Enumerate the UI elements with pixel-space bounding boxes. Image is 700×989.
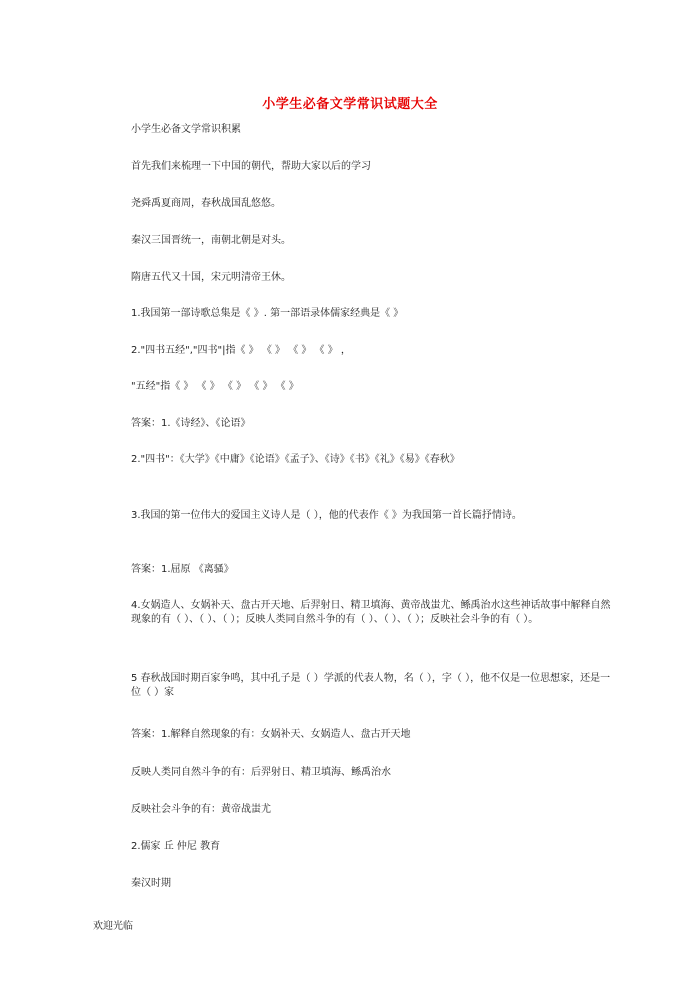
question-2b: "五经"指《 》 《 》 《 》 《 》 《 》 bbox=[131, 381, 299, 392]
question-1: 1.我国第一部诗歌总集是《 》. 第一部语录体儒家经典是《 》 bbox=[131, 308, 404, 319]
question-3: 3.我国的第一位伟大的爱国主义诗人是（ ），他的代表作《 》为我国第一首长篇抒情诗。 bbox=[131, 510, 522, 521]
intro-paragraph: 首先我们来梳理一下中国的朝代，帮助大家以后的学习 bbox=[131, 161, 371, 172]
dynasty-line-1: 尧舜禹夏商周，春秋战国乱悠悠。 bbox=[131, 198, 281, 209]
answer-block-1: 答案：1.解释自然现象的有：女娲补天、女娲造人、盘古开天地 bbox=[131, 729, 411, 740]
dynasty-line-3: 隋唐五代又十国，宋元明清帝王休。 bbox=[131, 272, 291, 283]
subtitle: 小学生必备文学常识积累 bbox=[131, 124, 241, 135]
page-title: 小学生必备文学常识试题大全 bbox=[262, 97, 438, 112]
question-5: 5 春秋战国时期百家争鸣，其中孔子是（ ）学派的代表人物，名（ ），字（ ），他不仅是一位思想家，还是一位（ ）家 bbox=[131, 673, 611, 698]
question-4: 4.女娲造人、女娲补天、盘古开天地、后羿射日、精卫填海、黄帝战蚩尤、鲧禹治水这些神话故事中解释自然现象的有（ ）、（ ）、（ ）；反映人类同自然斗争的有（ ）、（ ）、（ ）；反映社会斗争的有（ ）。 bbox=[131, 600, 611, 625]
answer-3: 答案：1.屈原 《离骚》 bbox=[131, 564, 234, 575]
question-2a: 2."四书五经","四书"|指《 》 《 》 《 》 《 》 ， bbox=[131, 345, 351, 356]
answer-block-4: 2.儒家 丘 仲尼 教育 bbox=[131, 841, 221, 852]
answer-block-2: 反映人类同自然斗争的有：后羿射日、精卫填海、鲧禹治水 bbox=[131, 767, 391, 778]
answer-2: 2."四书"：《大学》《中庸》《论语》《孟子》、《诗》《书》《礼》《易》《春秋》 bbox=[131, 454, 460, 465]
footer-text: 欢迎光临 bbox=[93, 921, 133, 932]
dynasty-line-2: 秦汉三国晋统一，南朝北朝是对头。 bbox=[131, 235, 291, 246]
answer-1: 答案：1.《诗经》、《论语》 bbox=[131, 418, 251, 429]
answer-block-3: 反映社会斗争的有：黄帝战蚩尤 bbox=[131, 804, 271, 815]
section-heading: 秦汉时期 bbox=[131, 878, 171, 889]
